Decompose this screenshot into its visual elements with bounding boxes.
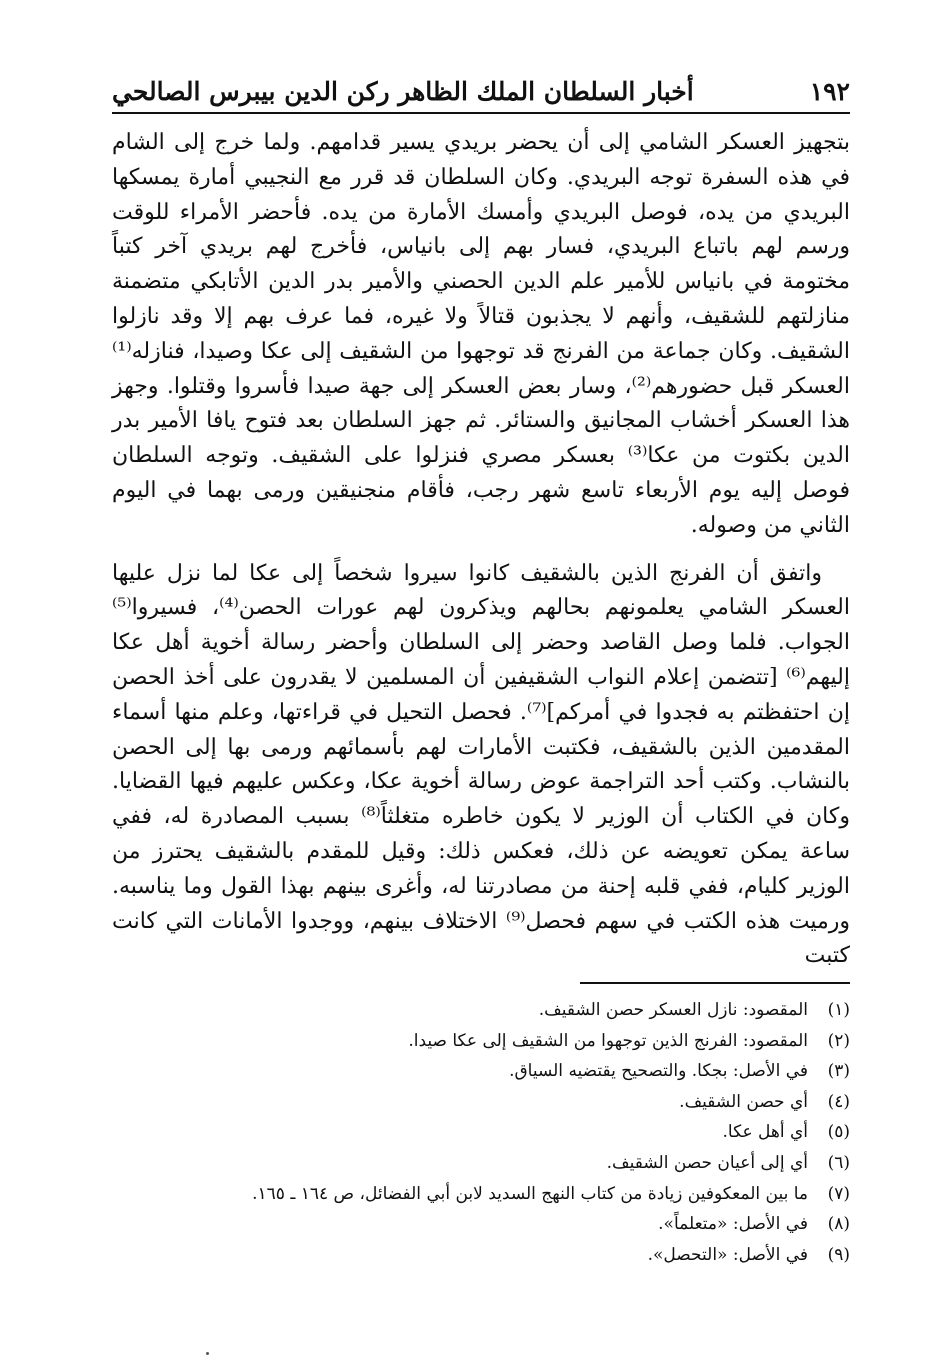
footnote-text: المقصود: نازل العسكر حصن الشقيف.	[538, 1000, 808, 1020]
footnote-item	[112, 1179, 850, 1210]
footnote-number: (١)	[827, 1000, 850, 1020]
footnote-number: (٥)	[827, 1122, 850, 1143]
footnote-number: (٢)	[827, 1030, 850, 1051]
footnote-item	[112, 1148, 850, 1179]
footnote-number: (٣)	[827, 1061, 850, 1082]
footnote-number: (٨)	[827, 1214, 850, 1235]
footnote-text: ما بين المعكوفين زيادة من كتاب النهج السديد لابن أبي الفضائل، ص ١٦٤ ـ ١٦٥.	[252, 1183, 808, 1204]
footnote-text: أي إلى أعيان حصن الشقيف.	[606, 1152, 808, 1173]
paragraph: بتجهيز العسكر الشامي إلى أن يحضر بريدي يسير قدامهم. ولما خرج إلى الشام في هذه السفرة توجه البريدي. وكان السلطان قد قرر مع النجيبي أمارة يمسكها البريدي من يده، فوصل البريدي وأمسك الأمارة من يده. فأحضر الأمراء للوقت ورسم لهم باتباع البريدي، فسار بهم إلى بانياس، فأخرج لهم بريدي آخر كتباً مختومة في بانياس للأمير علم الدين الحصني والأمير بدر الدين الأتابكي متضمنة منازلتهم للشقيف، وأنهم لا يجذبون قتالاً ولا غيره، فما عرف بهم إلا وقد نازلوا الشقيف. وكان جماعة من الفرنج قد توجهوا من الشقيف إلى عكا وصيدا، فنازله⁽¹⁾ العسكر قبل حضورهم⁽²⁾، وسار بعض العسكر إلى جهة صيدا فأسروا وقتلوا. وجهز هذا العسكر أخشاب المجانيق والستائر. ثم جهز السلطان بعد فتوح يافا الأمير بدر الدين بكتوت من عكا⁽³⁾ بعسكر مصري فنزلوا على الشقيف. وتوجه السلطان فوصل إليه يوم الأربعاء تاسع شهر رجب، فأقام منجنيقين ورمى بهما في اليوم الثاني من وصوله.	[112, 130, 850, 538]
footnote-text: أي أهل عكا.	[722, 1122, 808, 1143]
page-number: ١٩٢	[809, 76, 850, 106]
footnote-text: في الأصل: بجكا. والتصحيح يقتضيه السياق.	[509, 1061, 808, 1082]
footnote-text: في الأصل: «متعلماً».	[658, 1214, 808, 1235]
scan-speck	[206, 1352, 209, 1355]
footnote-text: أي حصن الشقيف.	[679, 1091, 808, 1112]
footnote-text: المقصود: الفرنج الذين توجهوا من الشقيف إلى عكا صيدا.	[408, 1030, 808, 1051]
footnote-item	[112, 1026, 850, 1057]
footnotes-list	[112, 995, 850, 1270]
footnote-item	[112, 1087, 850, 1118]
footnote-item	[112, 1056, 850, 1087]
header-divider	[112, 112, 850, 114]
footnote-item	[112, 995, 850, 1026]
footnote-item	[112, 1240, 850, 1271]
footnote-divider	[580, 982, 850, 984]
running-title: أخبار السلطان الملك الظاهر ركن الدين بيبرس الصالحي	[112, 76, 694, 106]
footnote-item	[112, 1117, 850, 1148]
main-text	[112, 126, 850, 974]
footnote-number: (٤)	[827, 1091, 850, 1112]
footnote-text: في الأصل: «التحصل».	[647, 1244, 808, 1265]
page-header	[112, 70, 850, 112]
footnote-number: (٧)	[827, 1183, 850, 1204]
paragraph: واتفق أن الفرنج الذين بالشقيف كانوا سيروا شخصاً إلى عكا لما نزل عليها العسكر الشامي يعلمونهم بحالهم ويذكرون لهم عورات الحصن⁽⁴⁾، فسيروا⁽⁵⁾ الجواب. فلما وصل القاصد وحضر إلى السلطان وأحضر رسالة أخوية أهل عكا إليهم⁽⁶⁾ [تتضمن إعلام النواب الشقيفين أن المسلمين لا يقدرون على أخذ الحصن إن احتفظتم به فجدوا في أمركم]⁽⁷⁾. فحصل التحيل في قراءتها، وعلم منها أسماء المقدمين الذين بالشقيف، فكتبت الأمارات لهم بأسمائهم ورمى بها إلى الحصن بالنشاب. وكتب أحد التراجمة عوض رسالة أخوية عكا، وعكس عليهم فيها القضايا. وكان في الكتاب أن الوزير لا يكون خاطره متغلثاً⁽⁸⁾ بسبب المصادرة له، ففي ساعة يمكن تعويضه عن ذلك، فعكس ذلك: وقيل للمقدم بالشقيف يحترز من الوزير كليام، ففي قلبه إحنة من مصادرتنا له، وأغرى بينهم بهذا القول وما يناسبه. ورميت هذه الكتب في سهم فحصل⁽⁹⁾ الاختلاف بينهم، ووجدوا الأمانات التي كانت كتبت	[112, 560, 850, 969]
footnote-number: (٦)	[827, 1152, 850, 1173]
footnote-item	[112, 1209, 850, 1240]
footnote-number: (٩)	[827, 1244, 850, 1265]
